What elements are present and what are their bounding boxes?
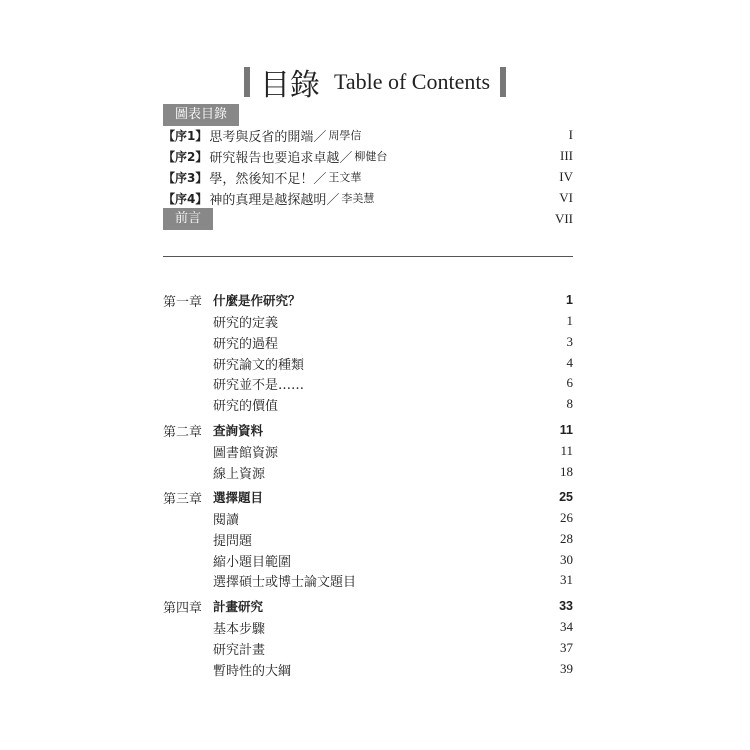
preface-author: 柳健台 xyxy=(354,150,388,163)
section-title: 研究並不是…… xyxy=(213,377,305,393)
section-entry xyxy=(163,441,573,461)
section-page: 4 xyxy=(566,355,573,370)
section-title: 研究的價值 xyxy=(213,398,279,414)
section-page: 37 xyxy=(560,640,573,655)
chapter-label: 第四章 xyxy=(163,600,203,616)
section-title: 暫時性的大綱 xyxy=(213,663,292,679)
section-page: 34 xyxy=(560,619,573,634)
preface-page: IV xyxy=(559,169,573,184)
section-title: 基本步驟 xyxy=(213,621,266,637)
chapter-label: 第三章 xyxy=(163,491,203,507)
section-title: 線上資源 xyxy=(213,466,266,482)
section-page: 26 xyxy=(560,510,573,525)
title-chinese: 目錄 xyxy=(259,68,320,103)
section-title: 研究計畫 xyxy=(213,642,266,658)
preface-author: 王文華 xyxy=(328,171,362,184)
section-page: 39 xyxy=(560,661,573,676)
section-entry xyxy=(163,373,573,393)
preface-title: 神的真理是越探越明／ xyxy=(209,192,340,208)
chapter-heading xyxy=(163,290,573,310)
toc-title xyxy=(0,60,750,104)
section-entry xyxy=(163,353,573,373)
preface-entry xyxy=(163,167,573,187)
chapter-page: 1 xyxy=(566,293,573,307)
preface-tag: 【序2】 xyxy=(163,149,208,164)
chapter-page: 25 xyxy=(559,490,573,504)
section-entry xyxy=(163,550,573,570)
section-entry xyxy=(163,617,573,637)
foreword-label: 前言 xyxy=(163,208,213,230)
chapter-title: 查詢資料 xyxy=(213,423,264,438)
chapter-heading xyxy=(163,596,573,616)
section-entry xyxy=(163,394,573,414)
section-page: 3 xyxy=(566,334,573,349)
chapter-title: 什麼是作研究？ xyxy=(213,293,301,308)
section-title: 縮小題目範圍 xyxy=(213,554,292,570)
preface-author: 李美慧 xyxy=(341,192,375,205)
preface-page: I xyxy=(568,127,573,142)
preface-tag: 【序4】 xyxy=(163,191,208,206)
section-entry xyxy=(163,508,573,528)
preface-entry xyxy=(163,188,573,208)
section-page: 11 xyxy=(560,443,573,458)
preface-tag: 【序1】 xyxy=(163,128,208,143)
section-title: 提問題 xyxy=(213,533,253,549)
section-title: 研究的過程 xyxy=(213,336,279,352)
section-entry xyxy=(163,311,573,331)
section-entry xyxy=(163,332,573,352)
preface-title: 學，然後知不足！／ xyxy=(209,171,327,187)
section-entry xyxy=(163,529,573,549)
chapter-page: 33 xyxy=(559,599,573,613)
section-title: 選擇碩士或博士論文題目 xyxy=(213,574,357,590)
chapter-heading xyxy=(163,420,573,440)
section-title: 圖書館資源 xyxy=(213,445,279,461)
section-entry xyxy=(163,638,573,658)
section-page: 8 xyxy=(566,396,573,411)
preface-tag: 【序3】 xyxy=(163,170,208,185)
preface-title: 研究報告也要追求卓越／ xyxy=(209,150,353,166)
section-page: 30 xyxy=(560,552,573,567)
section-entry xyxy=(163,659,573,679)
foreword-page: VII xyxy=(554,211,573,226)
preface-title: 思考與反省的開端／ xyxy=(209,129,327,145)
section-entry xyxy=(163,570,573,590)
section-divider xyxy=(163,256,573,257)
section-title: 閱讀 xyxy=(213,512,240,528)
title-left-bar xyxy=(244,67,250,97)
chapter-heading xyxy=(163,487,573,507)
preface-entry xyxy=(163,125,573,145)
chapter-label: 第二章 xyxy=(163,424,203,440)
foreword-entry xyxy=(480,209,573,229)
section-page: 18 xyxy=(560,464,573,479)
chapter-page: 11 xyxy=(559,423,573,437)
title-right-bar xyxy=(500,67,506,97)
preface-page: VI xyxy=(559,190,573,205)
section-page: 28 xyxy=(560,531,573,546)
chapter-title: 選擇題目 xyxy=(213,490,264,505)
section-page: 1 xyxy=(566,313,573,328)
figure-list-label: 圖表目錄 xyxy=(163,104,239,126)
preface-page: III xyxy=(560,148,573,163)
chapter-title: 計畫研究 xyxy=(213,599,264,614)
chapter-label: 第一章 xyxy=(163,294,203,310)
preface-entry xyxy=(163,146,573,166)
section-title: 研究論文的種類 xyxy=(213,357,305,373)
section-page: 6 xyxy=(566,375,573,390)
title-english: Table of Contents xyxy=(333,69,491,94)
section-page: 31 xyxy=(560,572,573,587)
section-entry xyxy=(163,462,573,482)
section-title: 研究的定義 xyxy=(213,315,279,331)
preface-author: 周學信 xyxy=(328,129,362,142)
